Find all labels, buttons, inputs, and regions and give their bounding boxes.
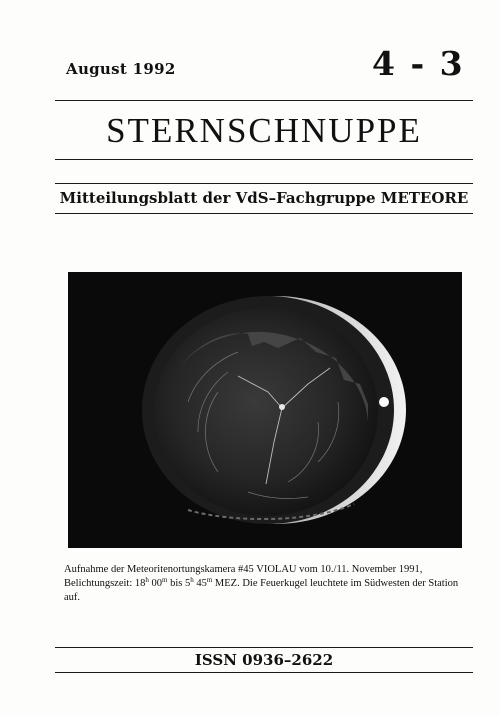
journal-subtitle: Mitteilungsblatt der VdS–Fachgruppe METEORE bbox=[59, 189, 469, 207]
subtitle-top-rule bbox=[55, 183, 473, 184]
issn-bottom-rule bbox=[55, 672, 473, 673]
all-sky-camera-image bbox=[68, 272, 462, 548]
title-rule bbox=[55, 159, 473, 160]
issn-number: ISSN 0936–2622 bbox=[194, 651, 334, 669]
issue-number: 4 - 3 bbox=[372, 44, 465, 83]
issn-top-rule bbox=[55, 647, 473, 648]
top-rule bbox=[55, 100, 473, 101]
journal-title: STERNSCHNUPPE bbox=[106, 111, 422, 150]
issue-date: August 1992 bbox=[66, 60, 176, 78]
subtitle-bottom-rule bbox=[55, 213, 473, 214]
photo-caption: Aufnahme der Meteoritenortungskamera #45 VIOLAU vom 10./11. November 1991, Belichtungszeit: 18$^h$ 00$^m$ bis 5$^h$ 45$^m$ MEZ. Die Feuerkugel leuchtete im Südwesten der Station auf. bbox=[64, 564, 459, 603]
cover-photo bbox=[68, 272, 462, 548]
